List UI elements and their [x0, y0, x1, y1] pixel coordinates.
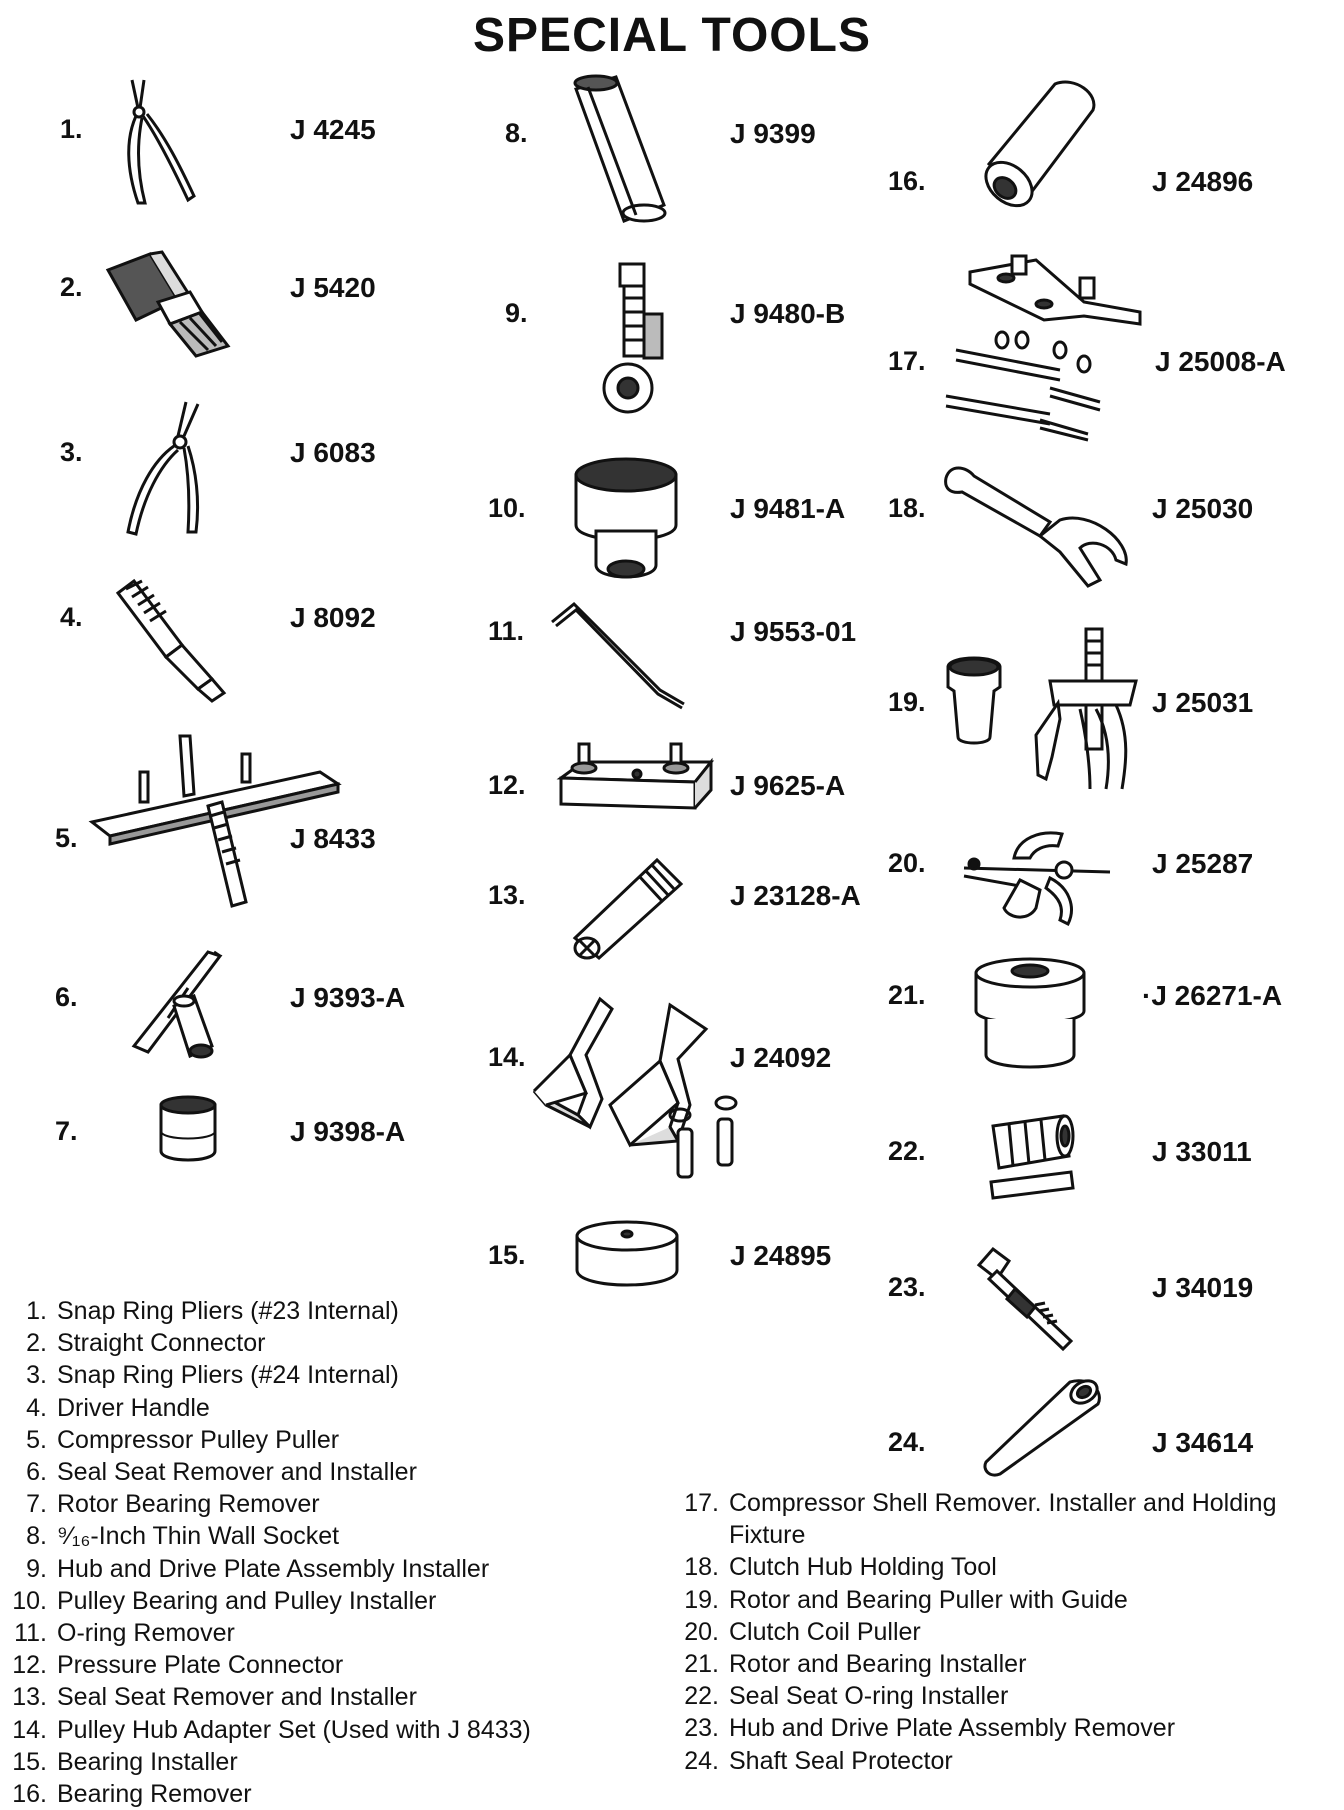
legend-right — [672, 1487, 1309, 1777]
snap-ring-pliers-24-illustration — [118, 400, 218, 545]
tool-number-4: 4. — [60, 602, 83, 632]
tool-code-11: J 9553-01 — [730, 616, 857, 647]
tool-code-3: J 6083 — [290, 437, 376, 468]
rotor-bearing-puller-with-guide-illustration — [940, 625, 1140, 800]
straight-connector-illustration — [100, 250, 240, 365]
tool-code-24: J 34614 — [1152, 1427, 1254, 1458]
tool-code-8: J 9399 — [730, 118, 816, 149]
tool-code-1: J 4245 — [290, 114, 376, 145]
pulley-hub-adapter-set-illustration — [530, 995, 760, 1200]
tool-code-21: ·J 26271-A — [1142, 980, 1283, 1011]
tool-number-24: 24. — [888, 1427, 926, 1457]
pulley-bearing-installer-illustration — [570, 455, 690, 590]
hub-drive-plate-remover-illustration — [975, 1245, 1085, 1360]
legend-item: 5. Compressor Pulley Puller — [26, 1425, 340, 1454]
tool-number-14: 14. — [488, 1042, 526, 1072]
thin-wall-socket-illustration — [570, 75, 680, 240]
shaft-seal-protector-illustration — [978, 1378, 1108, 1483]
tool-code-5: J 8433 — [290, 823, 376, 854]
tool-number-11: 11. — [488, 616, 525, 646]
rotor-bearing-remover-illustration — [155, 1095, 221, 1170]
tool-code-13: J 23128-A — [730, 880, 861, 911]
tool-code-17: J 25008-A — [1155, 346, 1286, 377]
tool-number-6: 6. — [55, 982, 78, 1012]
legend-item: 7. Rotor Bearing Remover — [26, 1490, 320, 1519]
tool-code-18: J 25030 — [1152, 493, 1254, 524]
legend-item: 22. Seal Seat O-ring Installer — [684, 1682, 1009, 1711]
hub-drive-plate-installer-illustration — [598, 258, 688, 423]
tool-number-12: 12. — [488, 770, 526, 800]
tool-number-16: 16. — [888, 166, 926, 196]
tool-code-16: J 24896 — [1152, 166, 1254, 197]
tool-number-13: 13. — [488, 880, 526, 910]
tool-code-10: J 9481-A — [730, 493, 846, 524]
legend-item: 21. Rotor and Bearing Installer — [684, 1650, 1027, 1679]
legend-item: 18. Clutch Hub Holding Tool — [684, 1553, 997, 1582]
tool-code-14: J 24092 — [730, 1042, 832, 1073]
driver-handle-illustration — [112, 575, 242, 710]
compressor-shell-holding-fixture-illustration — [940, 250, 1150, 445]
tool-number-8: 8. — [505, 118, 528, 148]
tool-code-4: J 8092 — [290, 602, 376, 633]
tool-code-7: J 9398-A — [290, 1116, 406, 1147]
legend-item: 6. Seal Seat Remover and Installer — [26, 1458, 417, 1487]
tool-number-23: 23. — [888, 1272, 926, 1302]
legend-item: 13. Seal Seat Remover and Installer — [12, 1683, 417, 1712]
tool-code-22: J 33011 — [1152, 1136, 1252, 1167]
legend-item: 11. O-ring Remover — [14, 1619, 235, 1648]
legend-item: 14. Pulley Hub Adapter Set (Used with J 8433) — [12, 1715, 531, 1744]
tool-code-6: J 9393-A — [290, 982, 406, 1013]
legend-item: 2. Straight Connector — [26, 1329, 266, 1358]
legend-item: 15. Bearing Installer — [12, 1747, 238, 1776]
legend-item: 8. ⁹⁄₁₆-Inch Thin Wall Socket — [26, 1522, 340, 1551]
tool-number-10: 10. — [488, 493, 526, 523]
snap-ring-pliers-23-illustration — [118, 78, 208, 213]
tool-code-9: J 9480-B — [730, 298, 846, 329]
legend-item: 1. Snap Ring Pliers (#23 Internal) — [26, 1297, 399, 1325]
tool-code-12: J 9625-A — [730, 770, 846, 801]
legend-item: 4. Driver Handle — [26, 1393, 210, 1422]
legend-item: 20. Clutch Coil Puller — [684, 1617, 921, 1646]
tool-number-18: 18. — [888, 493, 926, 523]
rotor-bearing-installer-illustration — [970, 955, 1090, 1080]
tool-number-20: 20. — [888, 848, 926, 878]
seal-seat-o-ring-installer-illustration — [985, 1110, 1085, 1215]
o-ring-remover-illustration — [548, 600, 698, 715]
legend-item: 17. Compressor Shell Remover. Installer and Holding Fixture — [684, 1489, 1277, 1550]
tool-code-15: J 24895 — [730, 1240, 832, 1271]
legend-item: 23. Hub and Drive Plate Assembly Remover — [684, 1714, 1176, 1743]
legend-item: 9. Hub and Drive Plate Assembly Installer — [26, 1554, 490, 1583]
tool-code-23: J 34019 — [1152, 1272, 1254, 1303]
legend-left — [0, 1295, 531, 1810]
tool-number-3: 3. — [60, 437, 83, 467]
pressure-plate-connector-illustration — [555, 738, 715, 823]
bearing-remover-illustration — [975, 80, 1105, 225]
clutch-hub-holding-tool-illustration — [940, 460, 1140, 595]
seal-seat-remover-installer-2-illustration — [565, 850, 695, 965]
tool-number-2: 2. — [60, 272, 83, 302]
tool-code-20: J 25287 — [1152, 848, 1254, 879]
page-title: SPECIAL TOOLS — [473, 9, 871, 62]
tool-number-7: 7. — [55, 1116, 78, 1146]
legend-item: 24. Shaft Seal Protector — [684, 1746, 953, 1775]
bearing-installer-illustration — [573, 1218, 683, 1295]
legend-item: 12. Pressure Plate Connector — [12, 1651, 344, 1680]
tool-number-22: 22. — [888, 1136, 926, 1166]
tool-code-19: J 25031 — [1152, 687, 1254, 718]
tool-number-1: 1. — [60, 114, 83, 144]
legend-item: 3. Snap Ring Pliers (#24 Internal) — [26, 1361, 399, 1390]
tool-number-19: 19. — [888, 687, 926, 717]
legend-item: 10. Pulley Bearing and Pulley Installer — [12, 1586, 437, 1615]
tool-number-5: 5. — [55, 823, 78, 853]
legend-item: 19. Rotor and Bearing Puller with Guide — [684, 1585, 1128, 1614]
clutch-coil-puller-illustration — [960, 828, 1110, 933]
tool-number-9: 9. — [505, 298, 528, 328]
seal-seat-remover-installer-illustration — [128, 948, 248, 1073]
tool-number-15: 15. — [488, 1240, 526, 1270]
legend-item: 16. Bearing Remover — [12, 1780, 252, 1809]
tool-code-2: J 5420 — [290, 272, 376, 303]
tool-number-17: 17. — [888, 346, 926, 376]
tool-number-21: 21. — [888, 980, 926, 1010]
